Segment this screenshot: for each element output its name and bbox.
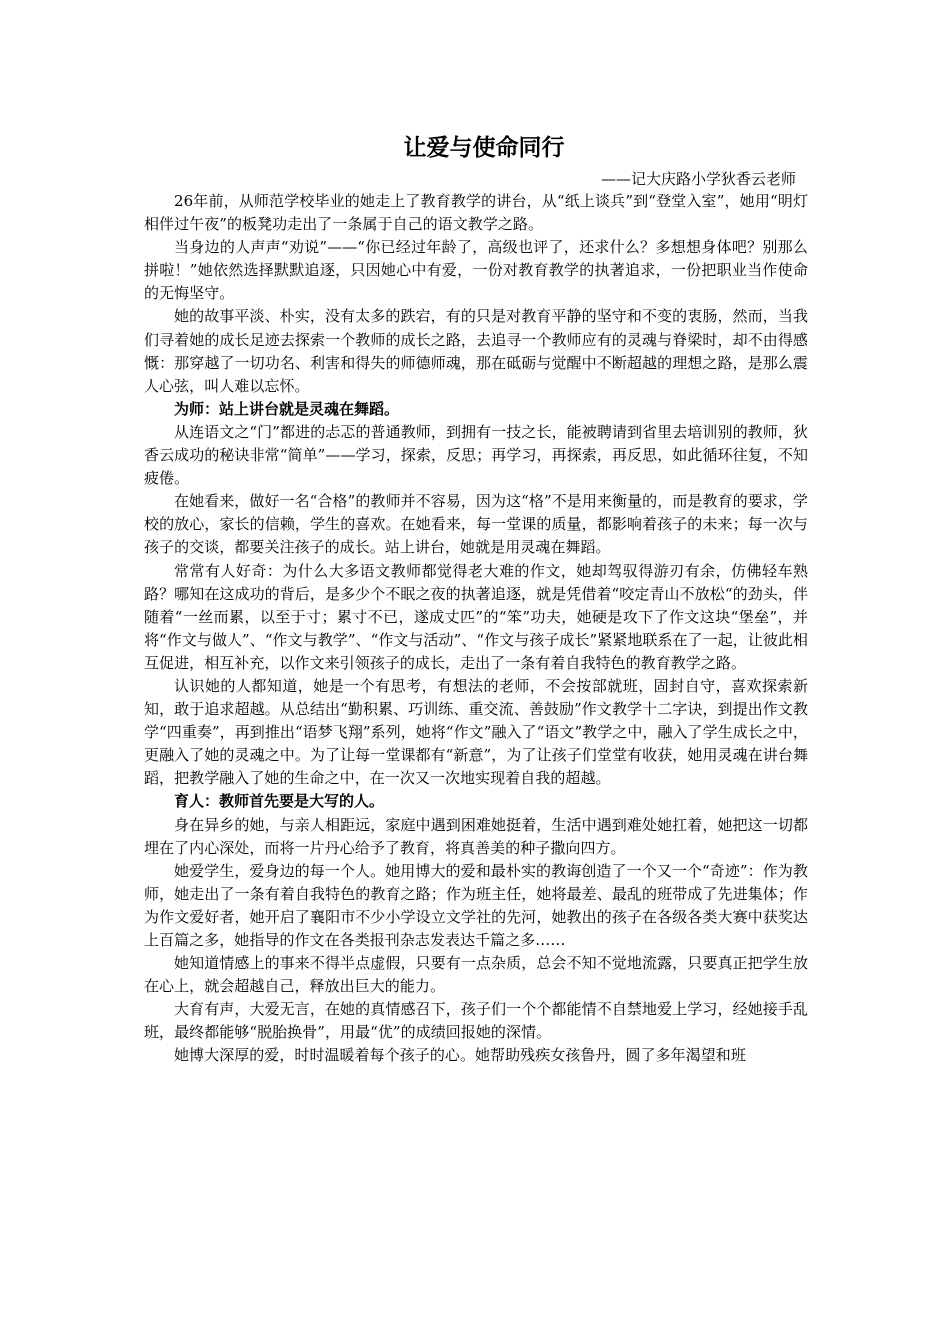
paragraph: 常常有人好奇：为什么大多语文教师都觉得老大难的作文，她却驾驭得游刃有余，仿佛轻车熟路？哪知在这成功的背后，是多少个不眠之夜的执著追逐，就是凭借着“咬定青山不放松“的劲头，伴随着“一丝而累，以至于寸；累寸不已，遂成丈匹”的“笨”功夫，她硬是攻下了作文这块“堡垒”，并将“作文与做人”、“作文与教学”、“作文与活动”、“作文与孩子成长”紧紧地联系在了一起，让彼此相互促进，相互补充，以作文来引领孩子的成长，走出了一条有着自我特色的教育教学之路。: [144, 561, 808, 672]
paragraph: 她博大深厚的爱，时时温暖着每个孩子的心。她帮助残疾女孩鲁丹，圆了多年渴望和班: [174, 1046, 746, 1065]
document-body: [144, 190, 808, 1068]
paragraph: 她的故事平淡、朴实，没有太多的跌宕，有的只是对教育平静的坚守和不变的衷肠，然而，当我们寻着她的成长足迹去探索一个教师的成长之路，去追寻一个教师应有的灵魂与脊梁时，却不由得感慨：那穿越了一切功名、利害和得失的师德师魂，那在砥砺与觉醒中不断超越的理想之路，是那么震人心弦，叫人难以忘怀。: [144, 307, 808, 395]
paragraph: 26年前，从师范学校毕业的她走上了教育教学的讲台，从“纸上谈兵”到“登堂入室”，她用“明灯相伴过午夜”的板凳功走出了一条属于自己的语文教学之路。: [144, 192, 808, 234]
section-heading: 为师：站上讲台就是灵魂在舞蹈。: [174, 399, 400, 418]
paragraph: 她知道情感上的事来不得半点虚假，只要有一点杂质，总会不知不觉地流露，只要真正把学生放在心上，就会超越自己，释放出巨大的能力。: [144, 954, 808, 996]
paragraph: 大育有声，大爱无言，在她的真情感召下，孩子们一个个都能情不自禁地爱上学习，经她接手乱班，最终都能够“脱胎换骨”，用最“优”的成绩回报她的深情。: [144, 1000, 808, 1042]
paragraph: 身在异乡的她，与亲人相距远，家庭中遇到困难她挺着，生活中遇到难处她扛着，她把这一切都埋在了内心深处，而将一片丹心给予了教育，将真善美的种子撒向四方。: [144, 815, 808, 857]
section-heading: 育人：教师首先要是大写的人。: [174, 792, 385, 811]
document-page: [144, 128, 808, 1068]
paragraph: 从连语文之“门”都进的忐忑的普通教师，到拥有一技之长，能被聘请到省里去培训别的教师，狄香云成功的秘诀非常“简单”——学习，探索，反思；再学习，再探索，再反思，如此循环往复，不知疲倦。: [144, 422, 808, 488]
paragraph: 在她看来，做好一名“合格”的教师并不容易，因为这“格”不是用来衡量的，而是教育的要求，学校的放心，家长的信赖，学生的喜欢。在她看来，每一堂课的质量，都影响着孩子的未来；每一次与孩子的交谈，都要关注孩子的成长。站上讲台，她就是用灵魂在舞蹈。: [144, 492, 808, 557]
paragraph: 认识她的人都知道，她是一个有思考，有想法的老师，不会按部就班，固封自守，喜欢探索新知，敢于追求超越。从总结出“勤积累、巧训练、重交流、善鼓励”作文教学十二字诀，到提出作文教学“四重奏”，再到推出“语梦飞翔”系列，她将“作文”融入了“语文”教学之中，融入了学生成长之中，更融入了她的灵魂之中。为了让每一堂课都有“新意”，为了让孩子们堂堂有收获，她用灵魂在讲台舞蹈，把教学融入了她的生命之中，在一次又一次地实现着自我的超越。: [144, 676, 808, 788]
paragraph: 她爱学生，爱身边的每一个人。她用博大的爱和最朴实的教诲创造了一个又一个“奇迹”：作为教师，她走出了一条有着自我特色的教育之路；作为班主任，她将最差、最乱的班带成了先进集体；作为作文爱好者，她开启了襄阳市不少小学设立文学社的先河，她教出的孩子在各级各类大赛中获奖达上百篇之多，她指导的作文在各类报刊杂志发表达千篇之多……: [144, 861, 808, 949]
paragraph: 当身边的人声声“劝说”——“你已经过年龄了，高级也评了，还求什么？多想想身体吧？别那么拼啦！”她依然选择默默追逐，只因她心中有爱，一份对教育教学的执著追求，一份把职业当作使命的无悔坚守。: [144, 238, 808, 303]
document-subtitle: ——记大庆路小学狄香云老师: [600, 170, 796, 188]
document-title: 让爱与使命同行: [403, 134, 565, 161]
